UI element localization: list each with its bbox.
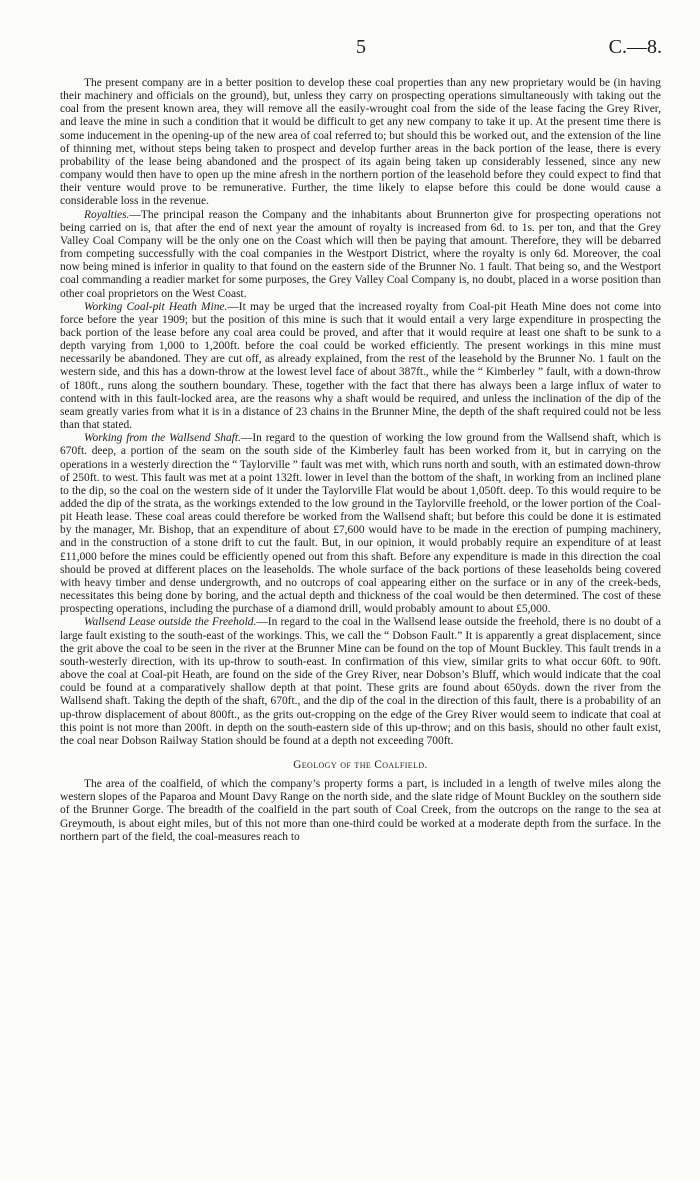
paragraph-royalties	[60, 209, 661, 301]
section-heading-geology: Geology of the Coalfield.	[293, 758, 428, 771]
page-number: 5	[356, 36, 366, 58]
paragraph-geology: The area of the coalfield, of which the company’s property forms a part, is included in a length of twelve miles along the western slopes of the Paparoa and Mount Davy Range on the north side, and the slate ridge of Mount Buckley on the southern side of the Brunner Gorge. The breadth of the coalfield in the part south of Coal Creek, from the outcrops on the range to the sea at Greymouth, is about eight miles, but of this not more than one-third could be worked at a moderate depth from the surface. In the northern part of the field, the coal-measures reach to	[60, 778, 661, 843]
paragraph-lead: Working Coal-pit Heath Mine.	[84, 300, 228, 313]
paragraph-coal-pit-heath	[60, 301, 661, 433]
report-body	[60, 77, 661, 844]
paragraph-text: —In regard to the coal in the Wallsend lease outside the freehold, there is no doubt of a large fault existing to the south-east of the workings. This, we call the “ Dobson Fault.” It is apparently a great displacement, since the grit above the coal to be seen in the river at the Brunner Mine can be found on the top of Mount Buckley. This fault trends in a south-westerly direction, with its up-throw to south-east. In confirmation of this view, similar grits to what occur 60ft. to 90ft. above the coal at Coal-pit Heath, are found on the side of the Grey River, near Dobson’s Bluff, which would indicate that the coal could be found at a comparatively shallow depth at that point. These grits are found about 650yds. down the river from the Wallsend shaft. Taking the depth of the shaft, 670ft., and the dip of the coal in the direction of this fault, there is a probability of an up-throw displacement of about 800ft., as the grits out-cropping on the edge of the Grey River would seem to indicate that coal at this point is not more than 200ft. in depth on the south-eastern side of this up-throw; and on this basis, should no other fault exist, the coal near Dobson Railway Station should be found at a depth not exceeding 700ft.	[60, 616, 661, 747]
paragraph-wallsend-lease	[60, 616, 661, 748]
paragraph-text: —It may be urged that the increased royalty from Coal-pit Heath Mine does not come into force before the year 1909; but the position of this mine is such that it would entail a very large expenditure in prospecting the back portion of the lease before any coal area could be proved, and after that it would require at least one shaft to be sunk to a depth varying from 1,000 to 1,200ft. before the coal could be worked efficiently. The present workings in this mine must necessarily be abandoned. They are cut off, as already explained, from the rest of the leasehold by the Brunner No. 1 fault on the western side, and this has a down-throw at the lowest level face of about 387ft., while the “ Kimberley ” fault, with a down-throw of 180ft., runs along the southern boundary. These, together with the fact that there has always been a large influx of water to contend with in this fault-locked area, are the reasons why a shaft would be required, and unless the inclination of the dip of the seam greatly varies from what it is in a distance of 23 chains in the Brunner Mine, the depth of the shaft required could not be less than that stated.	[60, 300, 661, 432]
paragraph-text: —In regard to the question of working the low ground from the Wallsend shaft, which is 670ft. deep, a portion of the seam on the south side of the Kimberley fault has been worked from it, but in carrying on the operations in a westerly direction the “ Taylorville ” fault was met with, which runs north and south, with an estimated down-throw of 250ft. to west. This fault was met at a point 132ft. lower in level than the bottom of the shaft, in working from an inclined plane to the dip, so the coal on the western side of it under the Taylorville Flat would be about 1,050ft. deep. To this would require to be added the dip of the strata, as the workings extended to the low ground in the Taylorville freehold, or the lower portion of the Coal-pit Heath lease. These coal areas could therefore be worked from the Wallsend shaft; but before this could be done it is estimated by the manager, Mr. Bishop, that an expenditure of about £7,600 would have to be made in the erection of pumping machinery, and in the construction of a stone drift to cut the fault. But, in our opinion, it would probably require an expenditure of at least £11,000 before the mines could be efficiently opened out from this shaft. Before any expenditure is made in this direction the coal should be proved at different places on the leaseholds. The whole surface of the back portions of these leaseholds being covered with heavy timber and dense undergrowth, and no outcrops of coal appearing either on the surface or in any of the creek-beds, necessitates this being done by boring, and the actual depth and thickness of the coal would be then determined. The cost of these prospecting operations, including the purchase of a diamond drill, would probably amount to about £5,000.	[60, 432, 661, 616]
paragraph-text: —The principal reason the Company and the inhabitants about Brunnerton give for prospecting operations not being carried on is, that after the end of next year the amount of royalty is increased from 6d. to 1s. per ton, and that the Grey Valley Coal Company will be the only one on the Coast which will then be paying that amount. Therefore, they will be debarred from competing successfully with the coal companies in the Westport District, where the royalty is only 6d. Moreover, the coal now being mined is inferior in quality to that found on the eastern side of the Brunner No. 1 fault. That being so, and the Westport coal commanding a readier market for some purposes, the Grey Valley Coal Company is, no doubt, placed in a worse position than other coal proprietors on the West Coast.	[60, 208, 661, 300]
paragraph-lead: Working from the Wallsend Shaft.	[84, 432, 241, 445]
paragraph-wallsend-shaft	[60, 432, 661, 616]
paragraph-company-position	[60, 77, 661, 209]
document-reference: C.—8.	[608, 36, 662, 58]
page-header	[60, 36, 662, 62]
paragraph-lead: Royalties.	[84, 208, 130, 221]
paragraph-text: The present company are in a better position to develop these coal properties than any new proprietary would be (in having their machinery and officials on the ground), but, unless they carry on prospecting operations simultaneously with taking out the coal from the present known area, they will remove all the easily-wrought coal from the side of the lease facing the Grey River, and leave the mine in such a condition that it would be difficult to get any new company to take it up. At the present time there is some inducement in the opening-up of the new area of coal referred to; but should this be worked out, and the extension of the line of thinning met, without steps being taken to prospect and develop further areas in the back portion of the lease, there is every probability of the lease being abandoned and the prospect of its again being taken up considerably lessened, since any new company would then have to open up the mine afresh in the northern portion of the leasehold before they could expect to find that their venture would prove to be remunerative. Further, the time likely to elapse before this could be done would cause a considerable loss in the revenue.	[60, 77, 661, 208]
paragraph-lead: Wallsend Lease outside the Freehold.	[84, 616, 257, 629]
